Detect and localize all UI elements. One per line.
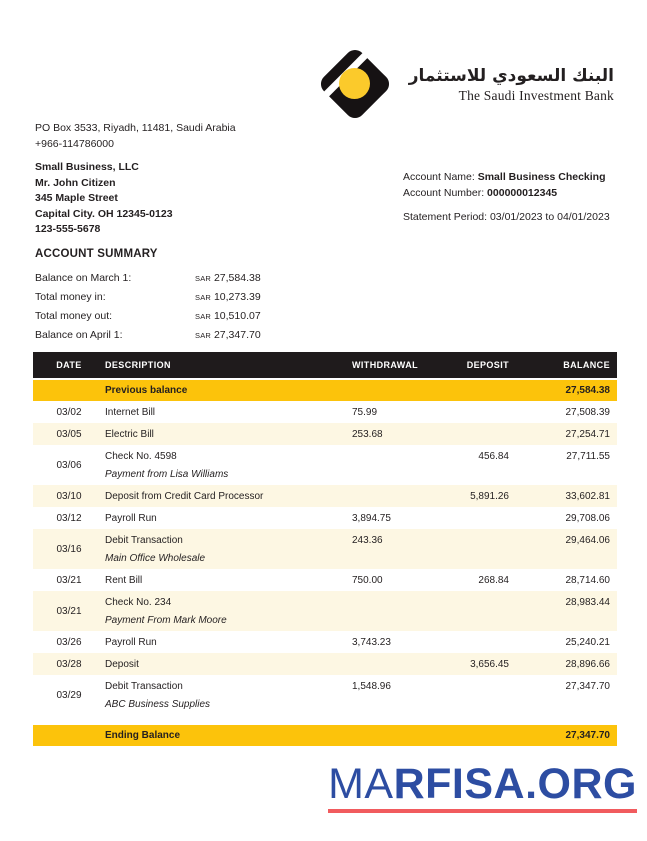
currency-code: SAR [195, 312, 212, 321]
transaction-deposit [435, 631, 515, 653]
transaction-description-note: Payment from Lisa Williams [105, 469, 229, 480]
currency-code: SAR [195, 331, 212, 340]
transaction-description [105, 445, 352, 485]
transaction-description [105, 653, 352, 675]
transaction-description-note: ABC Business Supplies [105, 699, 211, 710]
transaction-deposit: 5,891.26 [470, 491, 509, 502]
ending-balance-label: Ending Balance [105, 730, 181, 741]
transaction-description-main: Check No. 4598 [105, 451, 177, 462]
transaction-description-main: Debit Transaction [105, 681, 183, 692]
header-balance: BALANCE [515, 352, 617, 379]
transaction-balance: 27,347.70 [565, 681, 610, 692]
summary-row-value: SAR 10,273.39 [195, 291, 261, 303]
footer-brand-bold-part: RFISA.ORG [393, 760, 637, 808]
transactions-table [33, 352, 617, 746]
transaction-description-main: Deposit from Credit Card Processor [105, 491, 264, 502]
transaction-description [105, 507, 352, 529]
transaction-date: 03/26 [56, 637, 82, 648]
summary-row-value: SAR 27,584.38 [195, 272, 261, 284]
account-number-line [403, 186, 610, 202]
transaction-date: 03/28 [56, 659, 82, 670]
transaction-balance: 33,602.81 [565, 491, 610, 502]
transaction-row [33, 675, 617, 715]
spacer-row [33, 715, 617, 725]
transaction-description [105, 423, 352, 445]
transaction-date: 03/29 [56, 690, 82, 701]
summary-row [35, 310, 365, 329]
transaction-deposit [435, 423, 515, 445]
transaction-withdrawal: 253.68 [352, 429, 383, 440]
transaction-date: 03/05 [56, 429, 82, 440]
bank-phone: +966-114786000 [35, 137, 114, 150]
transaction-description [105, 485, 352, 507]
transaction-deposit: 3,656.45 [470, 659, 509, 670]
transaction-balance: 28,714.60 [565, 575, 610, 586]
transaction-withdrawal: 1,548.96 [352, 681, 391, 692]
transaction-deposit [435, 675, 515, 715]
transaction-withdrawal: 750.00 [352, 575, 383, 586]
ending-balance-value: 27,347.70 [565, 730, 610, 741]
transaction-description [105, 675, 352, 715]
transaction-row [33, 401, 617, 423]
previous-balance-value: 27,584.38 [565, 385, 610, 396]
transaction-row [33, 529, 617, 569]
transaction-deposit: 456.84 [478, 451, 509, 462]
transaction-date: 03/12 [56, 513, 82, 524]
transaction-description-main: Payroll Run [105, 637, 157, 648]
transaction-date: 03/16 [56, 544, 82, 555]
transaction-deposit [435, 507, 515, 529]
transaction-balance: 27,254.71 [565, 429, 610, 440]
customer-address-line: 123-555-5678 [35, 223, 101, 235]
summary-row [35, 291, 365, 310]
transaction-withdrawal [352, 591, 435, 631]
statement-period-label: Statement Period: [403, 211, 488, 223]
previous-balance-row [33, 379, 617, 401]
summary-row [35, 272, 365, 291]
transaction-balance: 29,708.06 [565, 513, 610, 524]
logo-yellow-circle [339, 68, 370, 99]
transaction-date: 03/21 [56, 606, 82, 617]
footer-brand-light-part: MA [328, 760, 394, 808]
transaction-date: 03/06 [56, 460, 82, 471]
transaction-row [33, 631, 617, 653]
account-number-label: Account Number: [403, 186, 485, 199]
summary-row-label: Balance on April 1: [35, 329, 123, 341]
transaction-description-main: Internet Bill [105, 407, 156, 418]
statement-period-value: 03/01/2023 to 04/01/2023 [489, 211, 610, 223]
currency-code: SAR [195, 274, 212, 283]
transaction-withdrawal [352, 653, 435, 675]
bank-logo-icon [315, 45, 395, 123]
account-info-block [403, 170, 610, 226]
header-date: DATE [33, 352, 105, 379]
account-number-value: 000000012345 [487, 186, 558, 199]
transaction-deposit [435, 401, 515, 423]
previous-balance-label: Previous balance [105, 385, 188, 396]
transaction-withdrawal: 75.99 [352, 407, 378, 418]
summary-row-label: Total money out: [35, 310, 113, 322]
transaction-row [33, 485, 617, 507]
customer-address-line: Mr. John Citizen [35, 176, 116, 189]
transaction-date: 03/10 [56, 491, 82, 502]
customer-address-block [35, 160, 173, 238]
transaction-deposit [435, 591, 515, 631]
transaction-description [105, 529, 352, 569]
footer-brand-text [328, 761, 637, 807]
account-summary-title: ACCOUNT SUMMARY [35, 248, 158, 260]
account-summary-section [35, 248, 365, 348]
header-description: DESCRIPTION [105, 352, 352, 379]
bank-header [315, 45, 614, 123]
transaction-deposit: 268.84 [478, 575, 509, 586]
table-header-row [33, 352, 617, 379]
transaction-row [33, 423, 617, 445]
summary-row-value: SAR 27,347.70 [195, 329, 261, 341]
transaction-deposit [435, 529, 515, 569]
account-name-value: Small Business Checking [477, 171, 606, 183]
footer-brand-underline [328, 809, 637, 813]
summary-row [35, 329, 365, 348]
transaction-balance: 29,464.06 [565, 535, 610, 546]
account-name-line [403, 170, 610, 186]
ending-balance-row [33, 725, 617, 746]
bank-name-arabic: البنك السعودي للاستثمار [408, 65, 614, 86]
transaction-description-note: Main Office Wholesale [105, 553, 206, 564]
transaction-withdrawal: 3,743.23 [352, 637, 391, 648]
summary-row-value: SAR 10,510.07 [195, 310, 261, 322]
transaction-row [33, 591, 617, 631]
transaction-row [33, 653, 617, 675]
transaction-withdrawal: 3,894.75 [352, 513, 391, 524]
transaction-date: 03/02 [56, 407, 82, 418]
transaction-balance: 28,896.66 [565, 659, 610, 670]
transaction-description-main: Rent Bill [105, 575, 143, 586]
transaction-description [105, 569, 352, 591]
footer-brand [328, 761, 637, 813]
transaction-description-main: Debit Transaction [105, 535, 183, 546]
account-name-label: Account Name: [403, 171, 475, 183]
summary-row-label: Total money in: [35, 291, 106, 303]
transaction-withdrawal [352, 445, 435, 485]
statement-period-line [403, 210, 610, 226]
transaction-balance: 27,508.39 [565, 407, 610, 418]
transaction-withdrawal [352, 485, 435, 507]
summary-row-label: Balance on March 1: [35, 272, 132, 284]
transaction-balance: 28,983.44 [565, 597, 610, 608]
bank-address-block [35, 121, 236, 152]
transaction-row [33, 569, 617, 591]
transactions-table-wrap [33, 352, 617, 746]
customer-address-line: Small Business, LLC [35, 161, 139, 173]
account-summary-rows [35, 272, 365, 348]
bank-name-english: The Saudi Investment Bank [458, 87, 614, 103]
customer-address-line: 345 Maple Street [35, 192, 118, 204]
header-withdrawal: WITHDRAWAL [352, 352, 435, 379]
transaction-date: 03/21 [56, 575, 82, 586]
customer-address-line: Capital City. OH 12345-0123 [35, 207, 173, 220]
transaction-description [105, 401, 352, 423]
transaction-row [33, 507, 617, 529]
transaction-description [105, 591, 352, 631]
transaction-description-main: Deposit [105, 659, 139, 670]
transaction-balance: 27,711.55 [566, 451, 610, 462]
transaction-withdrawal: 243.36 [352, 535, 383, 546]
transaction-row [33, 445, 617, 485]
transaction-balance: 25,240.21 [565, 637, 610, 648]
bank-address-line: PO Box 3533, Riyadh, 11481, Saudi Arabia [35, 122, 236, 134]
bank-name-block [409, 65, 614, 104]
currency-code: SAR [195, 293, 212, 302]
transaction-description-main: Payroll Run [105, 513, 157, 524]
transaction-description [105, 631, 352, 653]
transaction-description-note: Payment From Mark Moore [105, 615, 227, 626]
transaction-description-main: Electric Bill [105, 429, 154, 440]
transaction-description-main: Check No. 234 [105, 597, 172, 608]
header-deposit: DEPOSIT [435, 352, 515, 379]
